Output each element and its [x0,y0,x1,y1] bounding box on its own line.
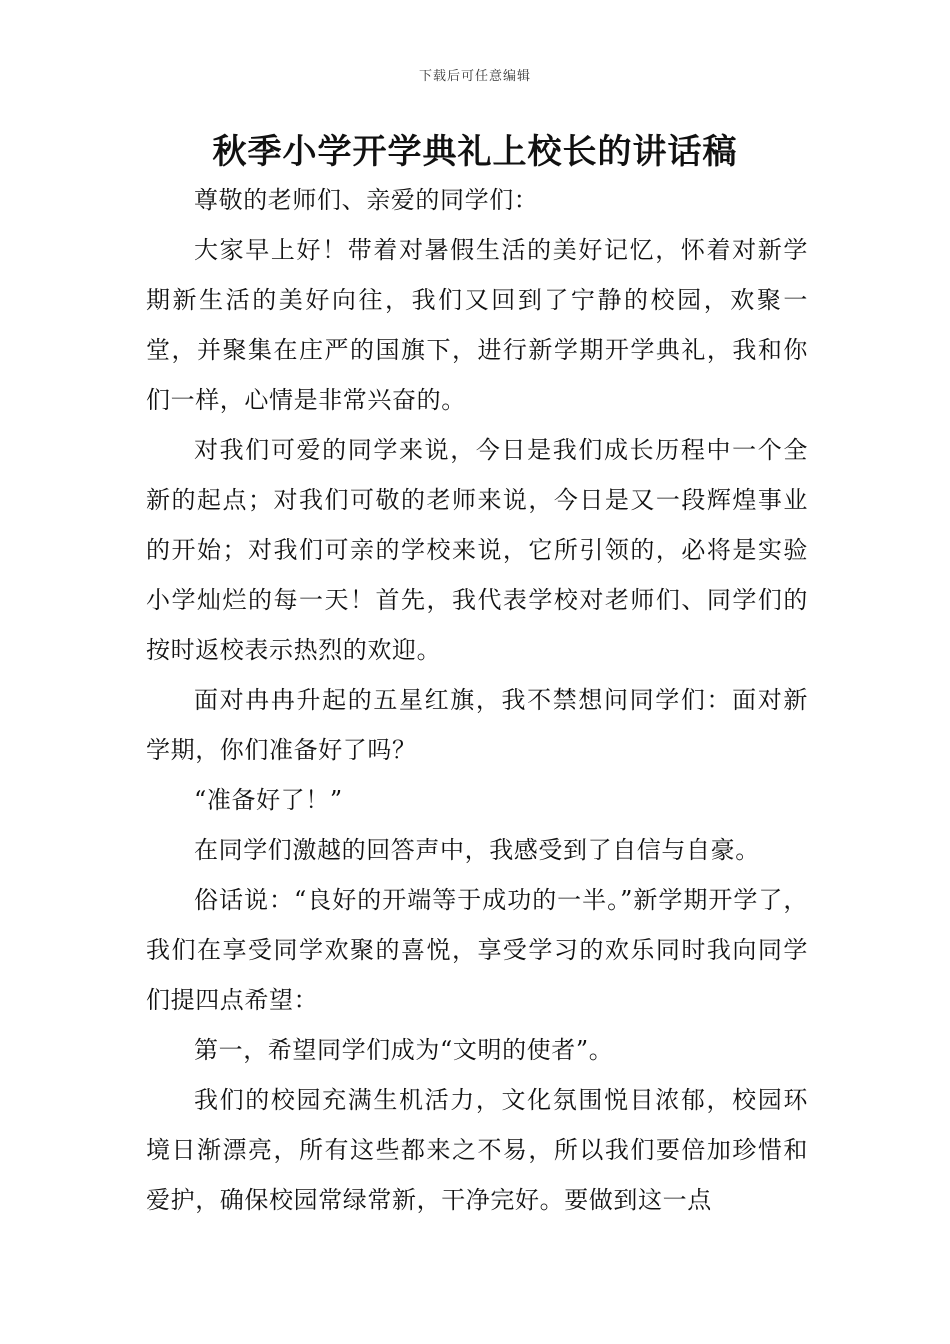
paragraph-answer: “准备好了！” [194,786,343,814]
document-title: 秋季小学开学典礼上校长的讲话稿 [212,132,738,172]
paragraph-first-hope: 第一，希望同学们成为“文明的使者”。 [194,1036,614,1064]
paragraph-saying: 俗话说：“良好的开端等于成功的一半。”新学期开学了，我们在享受同学欢聚的喜悦，享受学习的欢乐同时我向同学们提四点希望： [146,886,808,1014]
document-body [146,175,808,1225]
paragraph-new-start: 对我们可爱的同学来说，今日是我们成长历程中一个全新的起点；对我们可敬的老师来说，今日是又一段辉煌事业的开始；对我们可亲的学校来说，它所引领的，必将是实验小学灿烂的每一天！首先，我代表学校对老师们、同学们的按时返校表示热烈的欢迎。 [146,436,808,664]
page-header-note: 下载后可任意编辑 [418,69,531,84]
paragraph-campus: 我们的校园充满生机活力，文化氛围悦目浓郁，校园环境日渐漂亮，所有这些都来之不易，所以我们要倍加珍惜和爱护，确保校园常绿常新，干净完好。要做到这一点 [146,1086,808,1214]
paragraph-greeting: 大家早上好！带着对暑假生活的美好记忆，怀着对新学期新生活的美好向往，我们又回到了宁静的校园，欢聚一堂，并聚集在庄严的国旗下，进行新学期开学典礼，我和你们一样，心情是非常兴奋的。 [146,236,808,414]
paragraph-confidence: 在同学们激越的回答声中，我感受到了自信与自豪。 [194,836,760,864]
paragraph-salutation: 尊敬的老师们、亲爱的同学们： [194,186,539,214]
paragraph-question: 面对冉冉升起的五星红旗，我不禁想问同学们：面对新学期，你们准备好了吗？ [146,686,808,764]
